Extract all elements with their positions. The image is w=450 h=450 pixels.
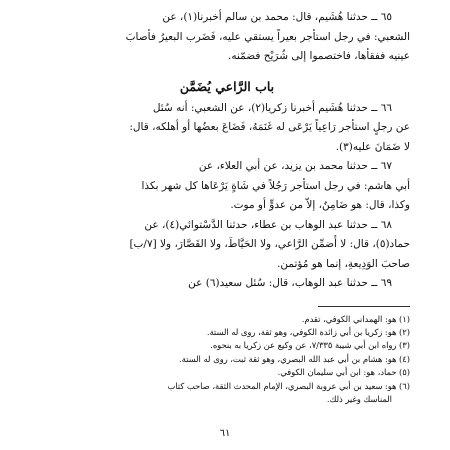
body-line: لا ضَمَانَ عليه(٣). — [335, 140, 410, 153]
body-line: ٦٧ ــ حدثنا محمد بن يزيد، عن أبي العلاء، عن — [198, 160, 392, 172]
page-number: ٦١ — [219, 428, 231, 439]
body-line: ٦٥ ــ حدثنا هُشَيم، قال: محمد بن سالم أخبرنا(١)، عن — [162, 11, 392, 23]
body-line: حماد(٥)، قال: لا أُضمِّن الرَّاعي، ولا الحَيَّاطَ، ولا القَصَّارَ، ولا [٧/ب] — [129, 238, 410, 250]
footnote: (٥) حماد، هو: ابن أبي سليمان الكوفي. — [277, 367, 410, 378]
body-line: ٦٦ ــ حدثنا هُشَيم أخبرنا زكريا(٢)، عن الشعبي: أنه سُئل — [152, 101, 392, 114]
body-line: الشعبي: في رجل استأجر بعيراً يستقي عليه، فَضَرب البعيرُ فأصابَ — [125, 30, 410, 43]
footnote-continuation: المناسك وغير ذلك. — [326, 393, 392, 404]
footnote-divider — [318, 306, 410, 307]
footnote: (٦) هو: سعيد بن أبي عروبة البصري، الإمام المحدث الثقة، صاحب كتاب — [167, 380, 410, 391]
body-line: ٦٩ ــ حدثنا عبد الوهاب، قال: سُئل سعيد(٦) عن — [188, 277, 392, 289]
body-line: صاحبَ الوَدِيعةِ، إنما هو مُؤتمن. — [277, 257, 410, 270]
footnote: (٣) رواه ابن أبي شيبة ٧/٣٣٥، عن وكيع عن زكريا به بنحوه. — [210, 340, 410, 351]
body-line: أبي هاشم: في رجل استأجر رَجُلاً في شَاةٍ يَرْعَاها كل شهر بكذا — [141, 179, 410, 192]
footnote: (٢) هو: زكريا بن أبي زائدة الكوفي، وهو ثقة، روى له الستة. — [206, 326, 410, 337]
body-line: وكذا، قال: هو ضَامِنٌ، إلاّ من عدوٍّ أو موت. — [230, 199, 410, 211]
footnote: (٤) هو: هشام بن أبي عبد الله البصري، وهو ثقة ثبت، روى له الستة. — [179, 353, 410, 364]
footnote: (١) هو: الهمداني الكوفي، تقدم. — [301, 313, 410, 324]
body-line: عن رجلٍ استأجر رَاعِياً يَرْعَى له غَنَمَهُ، فَضَاعَ بعضُها أو أهلكه، قال: — [129, 121, 410, 133]
chapter-heading: باب الرَّاعي يُضَمَّن — [179, 78, 275, 94]
body-line: عينيه ففقأها، فاختصموا إلى شُرَيْح فضمّنه. — [228, 50, 410, 62]
body-line: ٦٨ ــ حدثنا عبد الوهاب بن عطاء، حدثنا الدَّسْتوائي(٤)، عن — [144, 218, 392, 231]
